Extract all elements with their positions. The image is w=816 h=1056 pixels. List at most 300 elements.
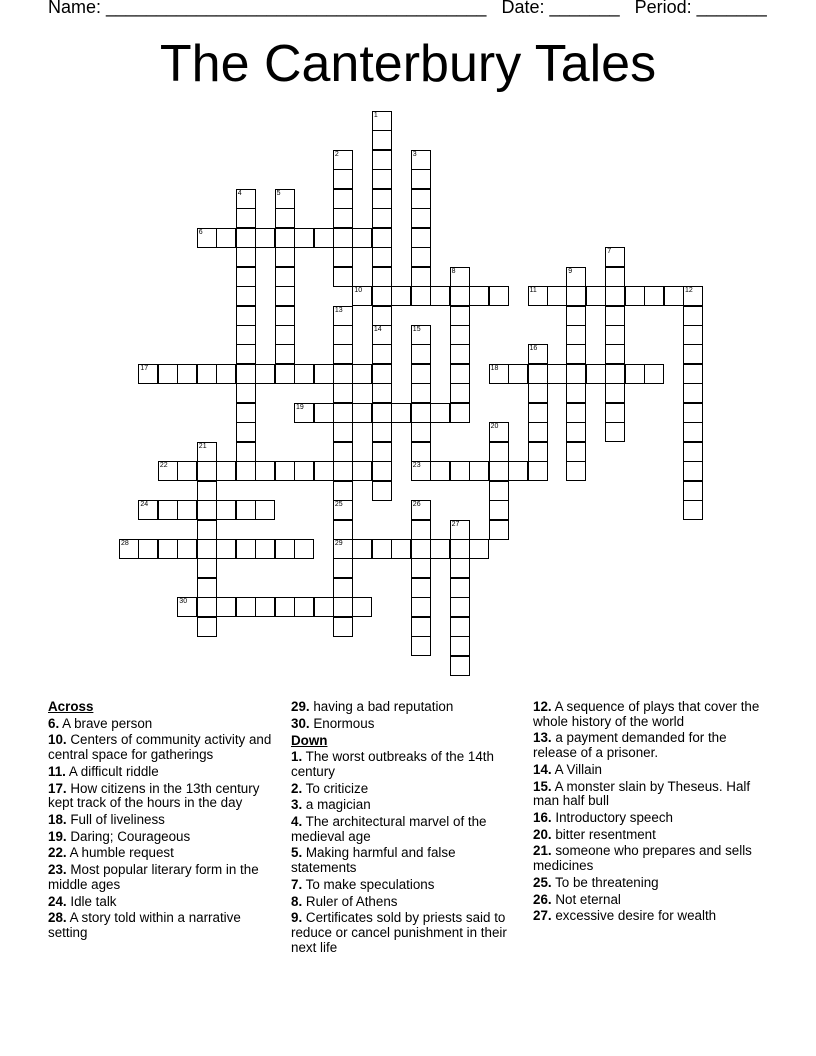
clue-text: Making harmful and false statements bbox=[291, 845, 456, 876]
clue-number-label: 28. bbox=[48, 910, 67, 926]
crossword-cell[interactable] bbox=[411, 189, 431, 209]
crossword-cell[interactable] bbox=[333, 208, 353, 228]
crossword-cell[interactable] bbox=[294, 597, 314, 617]
clue-number: 1 bbox=[373, 112, 378, 119]
crossword-cell[interactable] bbox=[683, 383, 703, 403]
crossword-cell[interactable] bbox=[683, 481, 703, 501]
crossword-cell[interactable] bbox=[411, 325, 431, 345]
crossword-cell[interactable] bbox=[372, 481, 392, 501]
clue-number-label: 10. bbox=[48, 732, 67, 748]
crossword-cell[interactable] bbox=[158, 500, 178, 520]
clue-text: Centers of community activity and central space for gatherings bbox=[48, 732, 272, 762]
crossword-cell[interactable] bbox=[683, 286, 703, 306]
crossword-cell[interactable] bbox=[255, 461, 275, 481]
crossword-cell[interactable] bbox=[450, 539, 470, 559]
crossword-cell[interactable] bbox=[411, 403, 431, 423]
crossword-cell[interactable] bbox=[411, 558, 431, 578]
crossword-cell[interactable] bbox=[450, 383, 470, 403]
crossword-cell[interactable] bbox=[566, 267, 586, 287]
crossword-cell[interactable] bbox=[275, 461, 295, 481]
crossword-cell[interactable] bbox=[333, 169, 353, 189]
crossword-cell[interactable] bbox=[566, 344, 586, 364]
crossword-cell[interactable] bbox=[352, 539, 372, 559]
crossword-cell[interactable] bbox=[333, 558, 353, 578]
crossword-cell[interactable] bbox=[197, 539, 217, 559]
crossword-cell[interactable] bbox=[158, 364, 178, 384]
crossword-cell[interactable] bbox=[275, 597, 295, 617]
clue-number: 24 bbox=[140, 501, 149, 508]
crossword-cell[interactable] bbox=[566, 403, 586, 423]
crossword-cell[interactable] bbox=[566, 306, 586, 326]
crossword-cell[interactable] bbox=[138, 364, 158, 384]
crossword-cell[interactable] bbox=[450, 325, 470, 345]
clue-number: 19 bbox=[296, 403, 304, 411]
crossword-cell[interactable] bbox=[625, 286, 645, 306]
crossword-cell[interactable] bbox=[236, 228, 256, 248]
crossword-cell[interactable] bbox=[255, 597, 275, 617]
crossword-cell[interactable] bbox=[450, 403, 470, 423]
crossword-cell[interactable] bbox=[411, 150, 431, 170]
crossword-cell[interactable] bbox=[605, 286, 625, 306]
crossword-cell[interactable] bbox=[605, 422, 625, 442]
crossword-cell[interactable] bbox=[236, 208, 256, 228]
crossword-cell[interactable] bbox=[411, 442, 431, 462]
across-clue-list bbox=[48, 717, 276, 941]
crossword-cell[interactable] bbox=[158, 539, 178, 559]
crossword-cell[interactable] bbox=[450, 520, 470, 540]
crossword-cell[interactable] bbox=[236, 500, 256, 520]
crossword-cell[interactable] bbox=[644, 286, 664, 306]
clue-number: 18 bbox=[490, 364, 499, 372]
crossword-cell[interactable] bbox=[197, 558, 217, 578]
crossword-cell[interactable] bbox=[450, 558, 470, 578]
crossword-cell[interactable] bbox=[528, 383, 548, 403]
crossword-cell[interactable] bbox=[275, 325, 295, 345]
crossword-cell[interactable] bbox=[275, 208, 295, 228]
crossword-cell[interactable] bbox=[508, 364, 528, 384]
crossword-cell[interactable] bbox=[372, 286, 392, 306]
clue-number: 13 bbox=[334, 306, 343, 314]
crossword-cell[interactable] bbox=[138, 539, 158, 559]
crossword-cell[interactable] bbox=[294, 539, 314, 559]
crossword-cell[interactable] bbox=[333, 520, 353, 540]
crossword-cell[interactable] bbox=[352, 403, 372, 423]
crossword-cell[interactable] bbox=[275, 247, 295, 267]
crossword-cell[interactable] bbox=[489, 461, 509, 481]
crossword-cell[interactable] bbox=[119, 539, 139, 559]
crossword-cell[interactable] bbox=[177, 539, 197, 559]
clue-number-label: 5. bbox=[291, 845, 303, 861]
crossword-cell[interactable] bbox=[158, 461, 178, 481]
crossword-cell[interactable] bbox=[352, 286, 372, 306]
crossword-cell[interactable] bbox=[450, 267, 470, 287]
crossword-cell[interactable] bbox=[489, 364, 509, 384]
crossword-cell[interactable] bbox=[333, 306, 353, 326]
crossword-cell[interactable] bbox=[430, 539, 450, 559]
crossword-cell[interactable] bbox=[333, 383, 353, 403]
clue-number: 30 bbox=[179, 598, 188, 606]
clue-number: 17 bbox=[140, 364, 149, 372]
clue-number: 27 bbox=[451, 520, 460, 528]
crossword-cell[interactable] bbox=[372, 325, 392, 345]
crossword-cell[interactable] bbox=[294, 364, 314, 384]
crossword-cell[interactable] bbox=[333, 228, 353, 248]
crossword-cell[interactable] bbox=[216, 597, 236, 617]
crossword-cell[interactable] bbox=[411, 267, 431, 287]
clue-item bbox=[291, 700, 517, 715]
clue-number: 23 bbox=[412, 462, 421, 470]
crossword-cell[interactable] bbox=[411, 461, 431, 481]
clue-text: Most popular literary form in the middle ages bbox=[48, 862, 259, 892]
crossword-cell[interactable] bbox=[469, 539, 489, 559]
crossword-cell[interactable] bbox=[333, 364, 353, 384]
clue-number-label: 18. bbox=[48, 811, 67, 827]
crossword-cell[interactable] bbox=[197, 228, 217, 248]
crossword-cell[interactable] bbox=[528, 422, 548, 442]
crossword-cell[interactable] bbox=[255, 364, 275, 384]
clue-number: 16 bbox=[529, 345, 538, 353]
crossword-cell[interactable] bbox=[605, 403, 625, 423]
clue-number: 15 bbox=[412, 325, 421, 333]
crossword-cell[interactable] bbox=[450, 597, 470, 617]
crossword-cell[interactable] bbox=[275, 344, 295, 364]
crossword-cell[interactable] bbox=[372, 383, 392, 403]
crossword-cell[interactable] bbox=[333, 344, 353, 364]
crossword-cell[interactable] bbox=[411, 539, 431, 559]
crossword-cell[interactable] bbox=[411, 636, 431, 656]
clue-item bbox=[533, 763, 773, 778]
clue-text: Enormous bbox=[313, 715, 375, 731]
crossword-cell[interactable] bbox=[294, 403, 314, 423]
crossword-cell[interactable] bbox=[216, 364, 236, 384]
crossword-cell[interactable] bbox=[197, 442, 217, 462]
crossword-cell[interactable] bbox=[508, 461, 528, 481]
crossword-cell[interactable] bbox=[450, 578, 470, 598]
crossword-cell[interactable] bbox=[450, 617, 470, 637]
clue-number-label: 30. bbox=[291, 715, 310, 731]
crossword-cell[interactable] bbox=[430, 286, 450, 306]
crossword-cell[interactable] bbox=[236, 422, 256, 442]
crossword-cell[interactable] bbox=[314, 597, 334, 617]
clue-number-label: 23. bbox=[48, 862, 67, 878]
crossword-cell[interactable] bbox=[177, 364, 197, 384]
name-field[interactable]: ______________________________________ bbox=[106, 0, 487, 17]
crossword-cell[interactable] bbox=[528, 286, 548, 306]
crossword-cell[interactable] bbox=[566, 442, 586, 462]
crossword-cell[interactable] bbox=[605, 344, 625, 364]
crossword-cell[interactable] bbox=[352, 597, 372, 617]
crossword-cell[interactable] bbox=[333, 617, 353, 637]
crossword-cell[interactable] bbox=[372, 247, 392, 267]
clue-number: 12 bbox=[685, 287, 693, 294]
crossword-cell[interactable] bbox=[450, 344, 470, 364]
crossword-cell[interactable] bbox=[489, 500, 509, 520]
crossword-cell[interactable] bbox=[469, 286, 489, 306]
crossword-cell[interactable] bbox=[683, 325, 703, 345]
crossword-cell[interactable] bbox=[605, 306, 625, 326]
crossword-cell[interactable] bbox=[411, 597, 431, 617]
crossword-cell[interactable] bbox=[333, 481, 353, 501]
crossword-cell[interactable] bbox=[177, 597, 197, 617]
clue-text: having a bad reputation bbox=[313, 699, 454, 714]
clue-number-label: 11. bbox=[48, 763, 66, 779]
clue-item bbox=[48, 830, 276, 845]
crossword-cell[interactable] bbox=[430, 461, 450, 481]
crossword-cell[interactable] bbox=[197, 461, 217, 481]
crossword-cell[interactable] bbox=[683, 461, 703, 481]
crossword-cell[interactable] bbox=[683, 500, 703, 520]
crossword-cell[interactable] bbox=[411, 228, 431, 248]
crossword-cell[interactable] bbox=[372, 267, 392, 287]
clue-text: a magician bbox=[305, 797, 371, 813]
down-clue-list-continued bbox=[533, 700, 773, 924]
crossword-cell[interactable] bbox=[352, 461, 372, 481]
crossword-cell[interactable] bbox=[275, 189, 295, 209]
clue-number: 9 bbox=[568, 267, 573, 275]
crossword-cell[interactable] bbox=[372, 403, 392, 423]
crossword-cell[interactable] bbox=[372, 130, 392, 150]
clue-text: someone who prepares and sells medicines bbox=[533, 843, 752, 874]
crossword-cell[interactable] bbox=[372, 111, 392, 131]
clue-number: 6 bbox=[198, 228, 203, 236]
crossword-cell[interactable] bbox=[605, 383, 625, 403]
crossword-cell[interactable] bbox=[236, 364, 256, 384]
crossword-cell[interactable] bbox=[197, 578, 217, 598]
crossword-cell[interactable] bbox=[372, 208, 392, 228]
crossword-cell[interactable] bbox=[528, 461, 548, 481]
clue-text: To make speculations bbox=[305, 876, 435, 892]
crossword-cell[interactable] bbox=[275, 539, 295, 559]
clue-item bbox=[533, 876, 773, 891]
crossword-cell[interactable] bbox=[236, 267, 256, 287]
clue-number-label: 24. bbox=[48, 893, 67, 909]
crossword-cell[interactable] bbox=[177, 461, 197, 481]
crossword-cell[interactable] bbox=[216, 539, 236, 559]
crossword-cell[interactable] bbox=[352, 364, 372, 384]
crossword-cell[interactable] bbox=[333, 461, 353, 481]
crossword-cell[interactable] bbox=[489, 442, 509, 462]
crossword-cell[interactable] bbox=[197, 520, 217, 540]
crossword-cell[interactable] bbox=[411, 617, 431, 637]
crossword-cell[interactable] bbox=[294, 228, 314, 248]
crossword-cell[interactable] bbox=[411, 247, 431, 267]
crossword-cell[interactable] bbox=[314, 228, 334, 248]
crossword-cell[interactable] bbox=[197, 597, 217, 617]
clue-item bbox=[533, 893, 773, 908]
crossword-cell[interactable] bbox=[450, 364, 470, 384]
crossword-cell[interactable] bbox=[566, 461, 586, 481]
crossword-cell[interactable] bbox=[372, 228, 392, 248]
crossword-cell[interactable] bbox=[372, 169, 392, 189]
period-field[interactable]: _______ bbox=[696, 0, 767, 17]
crossword-cell[interactable] bbox=[469, 461, 489, 481]
crossword-cell[interactable] bbox=[236, 383, 256, 403]
crossword-cell[interactable] bbox=[683, 364, 703, 384]
clue-item bbox=[291, 782, 517, 797]
crossword-cell[interactable] bbox=[333, 442, 353, 462]
crossword-cell[interactable] bbox=[372, 461, 392, 481]
crossword-cell[interactable] bbox=[372, 422, 392, 442]
crossword-cell[interactable] bbox=[391, 403, 411, 423]
crossword-cell[interactable] bbox=[625, 364, 645, 384]
crossword-cell[interactable] bbox=[566, 383, 586, 403]
crossword-cell[interactable] bbox=[372, 306, 392, 326]
crossword-cell[interactable] bbox=[275, 364, 295, 384]
crossword-cell[interactable] bbox=[566, 364, 586, 384]
crossword-cell[interactable] bbox=[644, 364, 664, 384]
clue-item bbox=[533, 811, 773, 826]
crossword-cell[interactable] bbox=[314, 461, 334, 481]
crossword-cell[interactable] bbox=[372, 344, 392, 364]
crossword-cell[interactable] bbox=[411, 578, 431, 598]
crossword-cell[interactable] bbox=[683, 403, 703, 423]
crossword-cell[interactable] bbox=[566, 286, 586, 306]
clue-number-label: 22. bbox=[48, 845, 67, 861]
clue-text: Idle talk bbox=[70, 893, 117, 909]
crossword-cell[interactable] bbox=[236, 597, 256, 617]
crossword-cell[interactable] bbox=[411, 500, 431, 520]
crossword-cell[interactable] bbox=[236, 403, 256, 423]
crossword-cell[interactable] bbox=[236, 461, 256, 481]
clue-number-label: 17. bbox=[48, 780, 67, 796]
clues-column-1 bbox=[48, 700, 276, 943]
crossword-cell[interactable] bbox=[333, 325, 353, 345]
crossword-cell[interactable] bbox=[294, 461, 314, 481]
crossword-cell[interactable] bbox=[411, 208, 431, 228]
crossword-cell[interactable] bbox=[275, 306, 295, 326]
crossword-cell[interactable] bbox=[489, 286, 509, 306]
crossword-cell[interactable] bbox=[664, 286, 684, 306]
crossword-cell[interactable] bbox=[528, 344, 548, 364]
crossword-cell[interactable] bbox=[236, 286, 256, 306]
crossword-cell[interactable] bbox=[255, 539, 275, 559]
crossword-cell[interactable] bbox=[372, 150, 392, 170]
crossword-cell[interactable] bbox=[391, 286, 411, 306]
crossword-cell[interactable] bbox=[352, 228, 372, 248]
crossword-cell[interactable] bbox=[683, 306, 703, 326]
clue-number-label: 4. bbox=[291, 814, 303, 830]
crossword-cell[interactable] bbox=[450, 286, 470, 306]
crossword-cell[interactable] bbox=[275, 228, 295, 248]
crossword-cell[interactable] bbox=[275, 286, 295, 306]
crossword-cell[interactable] bbox=[333, 150, 353, 170]
crossword-cell[interactable] bbox=[333, 539, 353, 559]
crossword-cell[interactable] bbox=[566, 422, 586, 442]
crossword-cell[interactable] bbox=[528, 403, 548, 423]
crossword-cell[interactable] bbox=[411, 422, 431, 442]
crossword-cell[interactable] bbox=[275, 267, 295, 287]
crossword-cell[interactable] bbox=[411, 520, 431, 540]
crossword-cell[interactable] bbox=[411, 344, 431, 364]
crossword-cell[interactable] bbox=[430, 403, 450, 423]
crossword-cell[interactable] bbox=[450, 656, 470, 676]
crossword-cell[interactable] bbox=[314, 403, 334, 423]
crossword-cell[interactable] bbox=[236, 247, 256, 267]
crossword-cell[interactable] bbox=[255, 500, 275, 520]
clue-text: To be threatening bbox=[555, 874, 659, 890]
crossword-cell[interactable] bbox=[216, 228, 236, 248]
down-clue-list bbox=[291, 750, 517, 955]
crossword-cell[interactable] bbox=[236, 442, 256, 462]
crossword-cell[interactable] bbox=[450, 306, 470, 326]
crossword-cell[interactable] bbox=[372, 364, 392, 384]
crossword-cell[interactable] bbox=[333, 597, 353, 617]
crossword-cell[interactable] bbox=[547, 286, 567, 306]
crossword-cell[interactable] bbox=[333, 189, 353, 209]
crossword-cell[interactable] bbox=[236, 306, 256, 326]
clue-number-label: 6. bbox=[48, 715, 60, 731]
crossword-cell[interactable] bbox=[216, 461, 236, 481]
across-clue-list-continued bbox=[291, 700, 517, 731]
crossword-cell[interactable] bbox=[197, 481, 217, 501]
crossword-cell[interactable] bbox=[411, 383, 431, 403]
crossword-cell[interactable] bbox=[236, 189, 256, 209]
clue-number-label: 9. bbox=[291, 910, 303, 926]
crossword-cell[interactable] bbox=[372, 189, 392, 209]
crossword-cell[interactable] bbox=[333, 422, 353, 442]
page-title: The Canterbury Tales bbox=[159, 35, 657, 93]
crossword-cell[interactable] bbox=[255, 228, 275, 248]
crossword-cell[interactable] bbox=[177, 500, 197, 520]
crossword-cell[interactable] bbox=[411, 169, 431, 189]
crossword-cell[interactable] bbox=[236, 325, 256, 345]
crossword-cell[interactable] bbox=[197, 500, 217, 520]
crossword-cell[interactable] bbox=[197, 617, 217, 637]
date-field[interactable]: _______ bbox=[549, 0, 620, 17]
crossword-cell[interactable] bbox=[450, 636, 470, 656]
crossword-cell[interactable] bbox=[547, 364, 567, 384]
crossword-cell[interactable] bbox=[236, 344, 256, 364]
crossword-cell[interactable] bbox=[314, 364, 334, 384]
crossword-cell[interactable] bbox=[605, 364, 625, 384]
crossword-cell[interactable] bbox=[683, 344, 703, 364]
crossword-cell[interactable] bbox=[333, 500, 353, 520]
clue-item bbox=[291, 815, 517, 844]
crossword-cell[interactable] bbox=[566, 325, 586, 345]
clue-number-label: 14. bbox=[533, 761, 552, 777]
clue-text: excessive desire for wealth bbox=[555, 908, 717, 924]
clue-item bbox=[48, 895, 276, 910]
crossword-cell[interactable] bbox=[683, 442, 703, 462]
crossword-cell[interactable] bbox=[586, 364, 606, 384]
crossword-cell[interactable] bbox=[683, 422, 703, 442]
crossword-cell[interactable] bbox=[372, 539, 392, 559]
crossword-cell[interactable] bbox=[528, 442, 548, 462]
crossword-cell[interactable] bbox=[138, 500, 158, 520]
crossword-cell[interactable] bbox=[333, 578, 353, 598]
crossword-cell[interactable] bbox=[333, 403, 353, 423]
crossword-cell[interactable] bbox=[216, 500, 236, 520]
crossword-cell[interactable] bbox=[236, 539, 256, 559]
clue-item bbox=[291, 911, 517, 955]
crossword-cell[interactable] bbox=[333, 247, 353, 267]
crossword-cell[interactable] bbox=[586, 286, 606, 306]
crossword-cell[interactable] bbox=[411, 364, 431, 384]
crossword-cell[interactable] bbox=[450, 461, 470, 481]
crossword-cell[interactable] bbox=[605, 267, 625, 287]
crossword-cell[interactable] bbox=[411, 286, 431, 306]
crossword-cell[interactable] bbox=[605, 325, 625, 345]
crossword-cell[interactable] bbox=[489, 422, 509, 442]
crossword-cell[interactable] bbox=[528, 364, 548, 384]
crossword-cell[interactable] bbox=[197, 364, 217, 384]
crossword-cell[interactable] bbox=[489, 520, 509, 540]
crossword-cell[interactable] bbox=[372, 442, 392, 462]
crossword-cell[interactable] bbox=[333, 267, 353, 287]
crossword-cell[interactable] bbox=[605, 247, 625, 267]
crossword-cell[interactable] bbox=[391, 539, 411, 559]
crossword-cell[interactable] bbox=[489, 481, 509, 501]
